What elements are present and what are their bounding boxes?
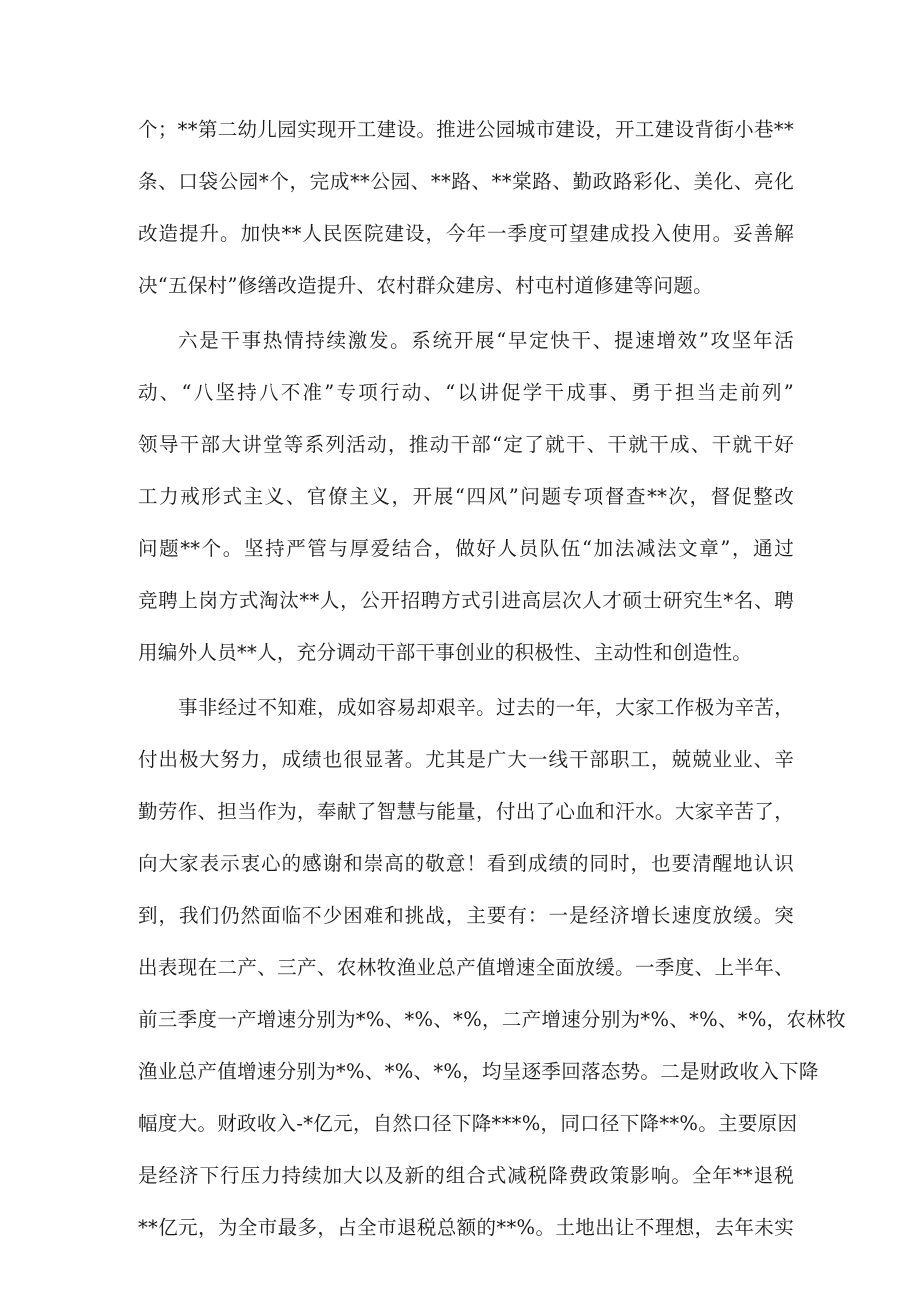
text-line: 前三季度一产增速分别为*%、*%、*%，二产增速分别为*%、*%、*%，农林牧	[138, 1008, 846, 1031]
text-line: 勤劳作、担当作为，奉献了智慧与能量，付出了心血和汗水。大家辛苦了，	[138, 800, 794, 823]
text-line: 向大家表示衷心的感谢和崇高的敬意！看到成绩的同时，也要清醒地认识	[138, 852, 794, 875]
text-line: 决“五保村”修缮改造提升、农村群众建房、村屯村道修建等问题。	[138, 274, 713, 297]
text-line: 是经济下行压力持续加大以及新的组合式减税降费政策影响。全年**退税	[138, 1164, 794, 1187]
text-line: 工力戒形式主义、官僚主义，开展“四风”问题专项督查**次，督促整改	[138, 485, 794, 508]
text-line: 渔业总产值增速分别为*%、*%、*%，均呈逐季回落态势。二是财政收入下降	[138, 1060, 819, 1083]
text-line: 出表现在二产、三产、农林牧渔业总产值增速全面放缓。一季度、上半年、	[138, 956, 794, 979]
paragraph-first-line: 六是干事热情持续激发。系统开展“早定快干、提速增效”攻坚年活	[178, 329, 794, 352]
paragraph-first-line: 事非经过不知难，成如容易却艰辛。过去的一年，大家工作极为辛苦，	[178, 696, 794, 719]
text-line: 到，我们仍然面临不少困难和挑战，主要有：一是经济增长速度放缓。突	[138, 904, 794, 927]
text-line: 付出极大努力，成绩也很显著。尤其是广大一线干部职工，兢兢业业、辛	[138, 748, 794, 771]
text-line: 竞聘上岗方式淘汰**人，公开招聘方式引进高层次人才硕士研究生*名、聘	[138, 589, 794, 612]
text-line: 问题**个。坚持严管与厚爱结合，做好人员队伍“加法减法文章”，通过	[138, 537, 794, 560]
text-line: **亿元，为全市最多，占全市退税总额的**%。土地出让不理想，去年未实	[138, 1216, 794, 1239]
text-line: 幅度大。财政收入-*亿元，自然口径下降***%，同口径下降**%。主要原因	[138, 1112, 798, 1135]
text-line: 条、口袋公园*个，完成**公园、**路、**棠路、勤政路彩化、美化、亮化	[138, 170, 794, 193]
text-line: 用编外人员**人，充分调动干部干事创业的积极性、主动性和创造性。	[138, 641, 753, 664]
text-line: 领导干部大讲堂等系列活动，推动干部“定了就干、干就干成、干就干好	[138, 433, 794, 456]
text-line: 个；**第二幼儿园实现开工建设。推进公园城市建设，开工建设背街小巷**	[138, 118, 794, 141]
text-line: 动、“八坚持八不准”专项行动、“以讲促学干成事、勇于担当走前列”	[138, 381, 794, 404]
text-line: 改造提升。加快**人民医院建设，今年一季度可望建成投入使用。妥善解	[138, 222, 794, 245]
